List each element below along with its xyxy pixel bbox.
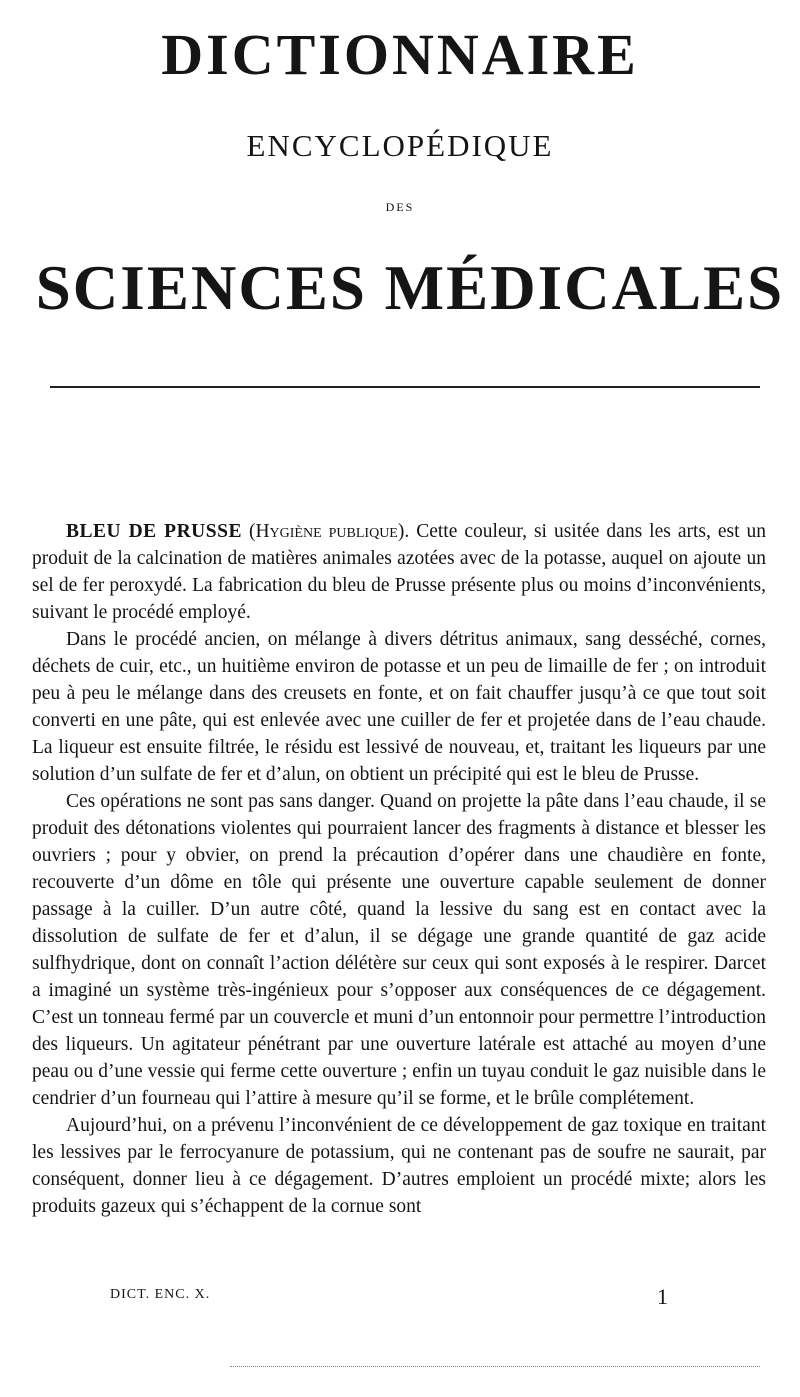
title-sciences-medicales: SCIENCES MÉDICALES [35, 253, 785, 323]
article-paragraph-4: Aujourd’hui, on a prévenu l’inconvénient de ce développement de gaz toxique en traitant les lessives par le ferrocyanure de potassium, qui ne contenant pas de soufre ne saurait, par conséquent, donner lieu à ce dégagement. D’autres emploient un procédé mixte; alors les produits gazeux qui s’échappent de la cornue sont [32, 1115, 766, 1217]
title-divider [50, 386, 760, 388]
article-intro: Cette couleur, si usitée dans les arts, est un produit de la calcination de matières animales azotées avec de la potasse, auquel on ajoute un sel de fer peroxydé. La fabrication du bleu de Prusse présente plus ou moins d’inconvénients, suivant le procédé employé. [32, 521, 767, 623]
sheet-number: 1 [657, 1284, 668, 1309]
article-paragraph-2: Dans le procédé ancien, on mélange à divers détritus animaux, sang desséché, cornes, déchets de cuir, etc., un huitième environ de potasse et un peu de limaille de fer ; on introduit peu à peu le mélange dans des creusets en fonte, et on fait chauffer jusqu’à ce que tout soit converti en une pâte, qui est enlevée avec une cuiller de fer et projetée dans de l’eau chaude. La liqueur est ensuite filtrée, le résidu est lessivé de nouveau, et, traitant les liqueurs par une solution d’un sulfate de fer et d’alun, on obtient un précipité qui est le bleu de Prusse. [32, 629, 766, 785]
title-dictionnaire: DICTIONNAIRE [161, 22, 639, 87]
title-encyclopedique: ENCYCLOPÉDIQUE [246, 128, 554, 163]
signature-mark: DICT. ENC. X. [110, 1287, 211, 1302]
title-des: DES [385, 200, 415, 214]
bottom-dotted-rule [230, 1366, 760, 1367]
article-paragraph-1 [32, 518, 766, 626]
article-body [32, 518, 766, 1220]
article-paragraph-3: Ces opérations ne sont pas sans danger. Quand on projette la pâte dans l’eau chaude, il se produit des détonations violentes qui pourraient lancer des fragments à distance et blesser les ouvriers ; pour y obvier, on prend la précaution d’opérer dans une chaudière en fonte, recouverte d’un dôme en tôle qui présente une ouverture capable seulement de donner passage à la cuiller. D’un autre côté, quand la lessive du sang est en contact avec la dissolution de sulfate de fer et d’alun, il se dégage une grande quantité de gaz acide sulfhydrique, dont on connaît l’action délétère sur ceux qui sont exposés à le respirer. Darcet a imaginé un système très-ingénieux pour s’opposer aux conséquences de ce dégagement. C’est un tonneau fermé par un couvercle et muni d’un entonnoir pour permettre l’introduction des liqueurs. Un agitateur pénétrant par une ouverture latérale est attaché au moyen d’une peau ou d’une vessie qui ferme cette ouverture ; enfin un tuyau conduit le gaz nuisible dans le cendrier d’un fourneau qui l’attire à mesure qu’il se forme, et le brûle complétement. [32, 791, 766, 1109]
article-headword: BLEU DE PRUSSE [66, 521, 242, 542]
article-category: (Hygiène publique). [248, 521, 410, 542]
